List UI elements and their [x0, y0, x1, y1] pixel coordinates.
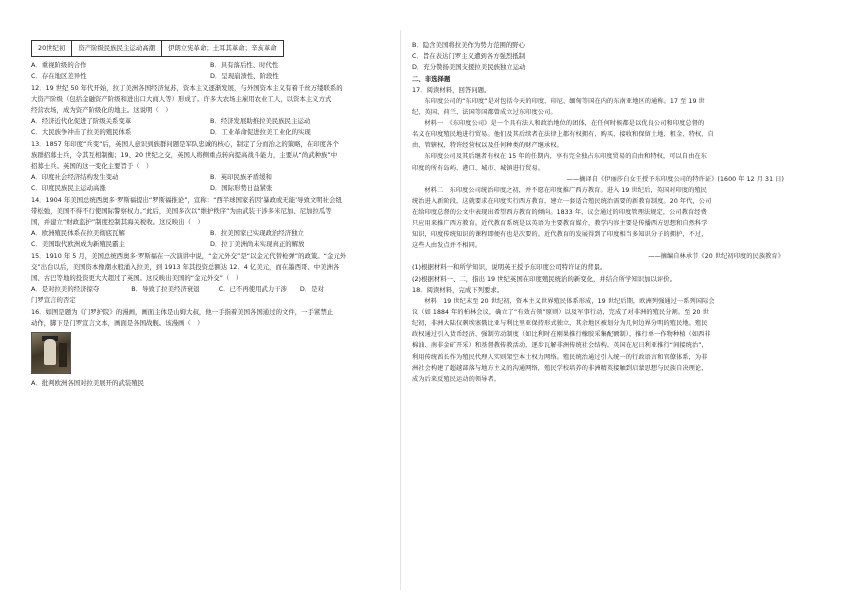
q14-option-d: D．拉丁美洲尚未实现真正的解放 — [210, 240, 305, 249]
q12-option-d: D．工业革命促进拉美工业化的实现 — [210, 128, 311, 137]
q14-stem-line: 14．1904 年美国总统西奥多·罗斯福提出“罗斯福推论”，宣称：“西半球国家若因‘暴政或无能’导致文明社会纽 — [31, 195, 342, 204]
section-heading-non-choice: 二、非选择题 — [412, 74, 451, 83]
q11-option-b: B．具有落后性、时代性 — [210, 61, 279, 70]
right-column — [412, 40, 784, 385]
context-table — [31, 40, 284, 57]
q14-option-c: C．美国取代欧洲成为新殖民霸主 — [31, 240, 125, 249]
q14-options-row1 — [31, 228, 389, 239]
q11-option-d: D．呈现崩溃性、阶段性 — [210, 72, 279, 81]
column-divider — [400, 30, 401, 590]
q17-material1-line: 东印度公司及其后继者有权在 15 年的任期内，享有完全独占东印度贸易的自由和特权，可以自由在东 — [424, 153, 707, 161]
q16-stem-line: 动作，脚下是门罗宣言文本，画面是各国战舰。该漫画（ ） — [31, 318, 204, 327]
q18-heading: 18．阅读材料，完成下列要求。 — [412, 285, 504, 294]
q17-heading: 17．阅读材料，回答问题。 — [412, 85, 491, 94]
q12-stem-line: 大资产阶级（包括金融资产阶级和进出口大商人等）形成了。许多大农场主雇用农业工人，以资本主义方式 — [31, 94, 332, 103]
monroe-cartoon-image — [31, 332, 71, 374]
q16-option-a: A．批判欧洲各国对拉美展开的武装殖民 — [31, 379, 145, 388]
q15-stem-line: 国、古巴等地的投资更大大超过了英国。这反映出美国的“金元外交”（ ） — [31, 274, 243, 283]
q18-material-line: 纪初，非洲大陆仅剩埃塞俄比亚与利比里亚保持形式独立，其余地区被划分为几何边界分明的殖民地。殖民 — [412, 320, 708, 328]
q13-option-c: C．印度民族民主运动高涨 — [31, 184, 106, 193]
q11-option-a: A．重视阶级的合作 — [31, 61, 87, 70]
table-cell-events: 伊朗立宪革命；土耳其革命；辛亥革命 — [162, 41, 284, 57]
q18-material-line: 议（如 1884 年的柏林会议，确立了“有效占领”原则）以及军事行动，完成了对非洲的殖民分割。至 20 世 — [412, 309, 709, 317]
q12-option-c: C．大民族争冲击了拉美的殖民体系 — [31, 128, 132, 137]
q14-option-a: A．欧洲殖民体系在拉美彻底瓦解 — [31, 229, 125, 238]
q17-material2-line: 只应用来推广西方教育。近代教育系统是以英语为主要教育媒介，教学内容主要是传播西方思想和自然科学 — [412, 220, 708, 228]
q13-stem-line: 13．1857 年印度“兵变”后，英国人意识到族群问题是军队忠诚的核心，制定了分而治之的策略，在印度各个 — [31, 139, 339, 148]
q12-options-row2 — [31, 127, 389, 138]
q11-option-c: C．存在地区差异性 — [31, 72, 87, 81]
q18-material-line: 成为后来反殖民运动的领导者。 — [412, 375, 501, 383]
q17-question-1: (1)根据材料一和所学知识，说明英王授予东印度公司特许证的背景。 — [412, 263, 607, 272]
q13-stem-line: 族群招募士兵，令其互相制衡；19、20 世纪之交，英国人将侧重点转向提高战斗能力，主要从“尚武种族”中 — [31, 150, 338, 159]
q17-material1-source: ——摘译自《伊丽莎白女王授予东印度公司的特许证》(1600 年 12 月 31 日) — [566, 175, 784, 183]
q12-option-a: A．经济近代化促进了阶级关系变革 — [31, 117, 132, 126]
q12-stem-line: 经营农场，成为资产阶级化的地主。这说明（ ） — [31, 106, 172, 115]
q18-material — [412, 296, 784, 385]
q17-material2-line: 统治进入新阶段，这就要求在印度实行西方教育，建立一套适合殖民统治需要的新教育制度。20 年代，公司 — [412, 197, 712, 205]
table-cell-movement: 资产阶级民族民主运动高潮 — [72, 41, 162, 57]
q13-stem-line: 招募士兵。英国的这一变化主要旨于（ ） — [31, 162, 153, 171]
q11-options-row2 — [31, 71, 389, 82]
q15-stem-line: 交”出台以后，美国资本像潮水般涌入拉美，到 1913 年其投资总额达 12．4 亿美元，而在墨西哥、中美洲各 — [31, 262, 340, 271]
q12-option-b: B．经济发展助推拉美民族民主运动 — [210, 117, 311, 126]
q18-material-line: 洲社会构建了超越部落与地方主义的沟通网络，殖民学校培养的非洲精英接触到启蒙思想与民族自决理论， — [412, 364, 708, 372]
q17-material2-line: 在给印度总督的公文中表现出希望西方教育的倾向。1833 年，议会通过的印度管理法规定，公司教育经费 — [412, 208, 707, 216]
q11-options-row1 — [31, 60, 389, 71]
q17-material1-line: 名义在印度殖民地进行贸易。他们及其后续者在法律上都有权拥有、购买、接收和保留土地、租金、特权、自 — [412, 131, 714, 139]
q16-option-d: D．充分赞扬美国支援拉美民族独立运动 — [412, 63, 526, 72]
q12-options-row1 — [31, 116, 389, 127]
cartoon-door — [59, 343, 67, 367]
q17-material2-line: 这些人由发点并不相同。 — [412, 242, 482, 250]
q17-material1-line: 印度的所有岛屿、港口、城市、城镇进行贸易。 — [412, 164, 545, 172]
q18-material-line: 棉油、南非金矿开采）和基督教传教活动，逐步瓦解非洲传统社会结构。英国在尼日利亚推行“间接统治”， — [412, 342, 708, 350]
q13-options-row2 — [31, 183, 389, 194]
q17-intro — [412, 96, 784, 262]
q17-material1-line: 由、管辖权，特许经营权以及任何种类的财产继承权。 — [412, 142, 563, 150]
q16-stem-line: 16．如图是题为《门罗护院》的漫画，画面主体是山姆大叔，他一手指着美国各国通过的文件，一手紧禁止 — [31, 307, 334, 316]
table-cell-era: 20世纪初 — [32, 41, 72, 57]
q14-stem-line: 国，并建立“财政监护”制度控制其海关税收。这反映出（ ） — [31, 218, 204, 227]
q14-stem-line: 带松弛，美国不得不行使国际警察权力。”此后，美国多次以“维护秩序”为由武装干涉多米尼加、尼加拉瓜等 — [31, 206, 332, 215]
cartoon-uncle-sam-figure — [44, 339, 56, 365]
q12-stem-line: 12．19 世纪 50 年代开始，拉丁美洲各国经济复苏，资本主义逐渐发展，与外国资本主义有着千丝万缕联系的 — [31, 83, 343, 92]
q13-option-b: B．英印民族矛盾缓和 — [210, 173, 272, 182]
q17-material2-source: ——摘编自林承节《20 世纪初印度的民族教育》 — [648, 253, 784, 261]
q15-options: A．是对拉美的经济掠夺 B．导致了拉美经济衰退 C．已不再使用武力干涉 D．是对 — [31, 285, 324, 294]
q18-material-line: 材料 19 世纪末至 20 世纪初，资本主义世界殖民体系形成，19 世纪后期，欧洲列强通过一系列国际会 — [424, 298, 715, 306]
q17-intro-line: 纪，英国、荷兰、法国等国都曾成立过东印度公司。 — [412, 109, 557, 117]
q17-question-2: (2)根据材料一、二，指出 19 世纪英国在印度殖民统治的新变化，并结合所学知识加以评价。 — [412, 274, 677, 283]
q17-material2-line: 知识，印度传统知识的课程即便有也是次要的。近代教育的发展得到了印度相当多知识分子的拥护，不过， — [412, 231, 708, 239]
q14-options-row2 — [31, 239, 389, 250]
q15-stem-line: 15．1910 年 5 月，美国总统西奥多·罗斯福在一次演讲中说，“金元外交”是“以金元代替枪弹”的政策。“金元外 — [31, 251, 347, 260]
q18-material-line: 政权通过引入货币经济、强制劳动制度（如比利时在刚果推行橡胶采集配额制），推行单一作物种植（如西非 — [412, 331, 711, 339]
q16-option-b: B．隐含美国将拉美作为势力范围的野心 — [412, 41, 526, 49]
q17-material1-line: 材料一 《东印度公司》是一个具有法人和政治地位的团体，在任何时候都是以优良公司和印度总督的 — [424, 120, 705, 128]
left-column — [31, 40, 389, 389]
q18-material-line: 利用传统酋长作为殖民代理人实则架空本土权力网络。殖民统治通过引入统一的行政语言和官僚体系，为非 — [412, 353, 708, 361]
q13-options-row1 — [31, 172, 389, 183]
q13-option-d: D．国际形势日益紧张 — [210, 184, 273, 193]
q15-options-tail: 门罗宣言的否定 — [31, 296, 76, 305]
q16-option-c: C．旨在表达门罗主义遭到各方强烈抵制 — [412, 52, 526, 61]
q17-material2-line: 材料二 东印度公司统治印度之初，并不愿在印度推广西方教育。进入 19 世纪后，英国对印度的殖民 — [424, 186, 707, 194]
q14-option-b: B．拉美国家已实现政治经济独立 — [210, 229, 304, 238]
q17-intro-line: 东印度公司的“东印度”是对包括今天的印度、印尼、缅甸等国在内的东南亚地区的通称。17 至 19 世 — [424, 98, 705, 106]
q13-option-a: A．印度社会经济结构发生变动 — [31, 173, 119, 182]
